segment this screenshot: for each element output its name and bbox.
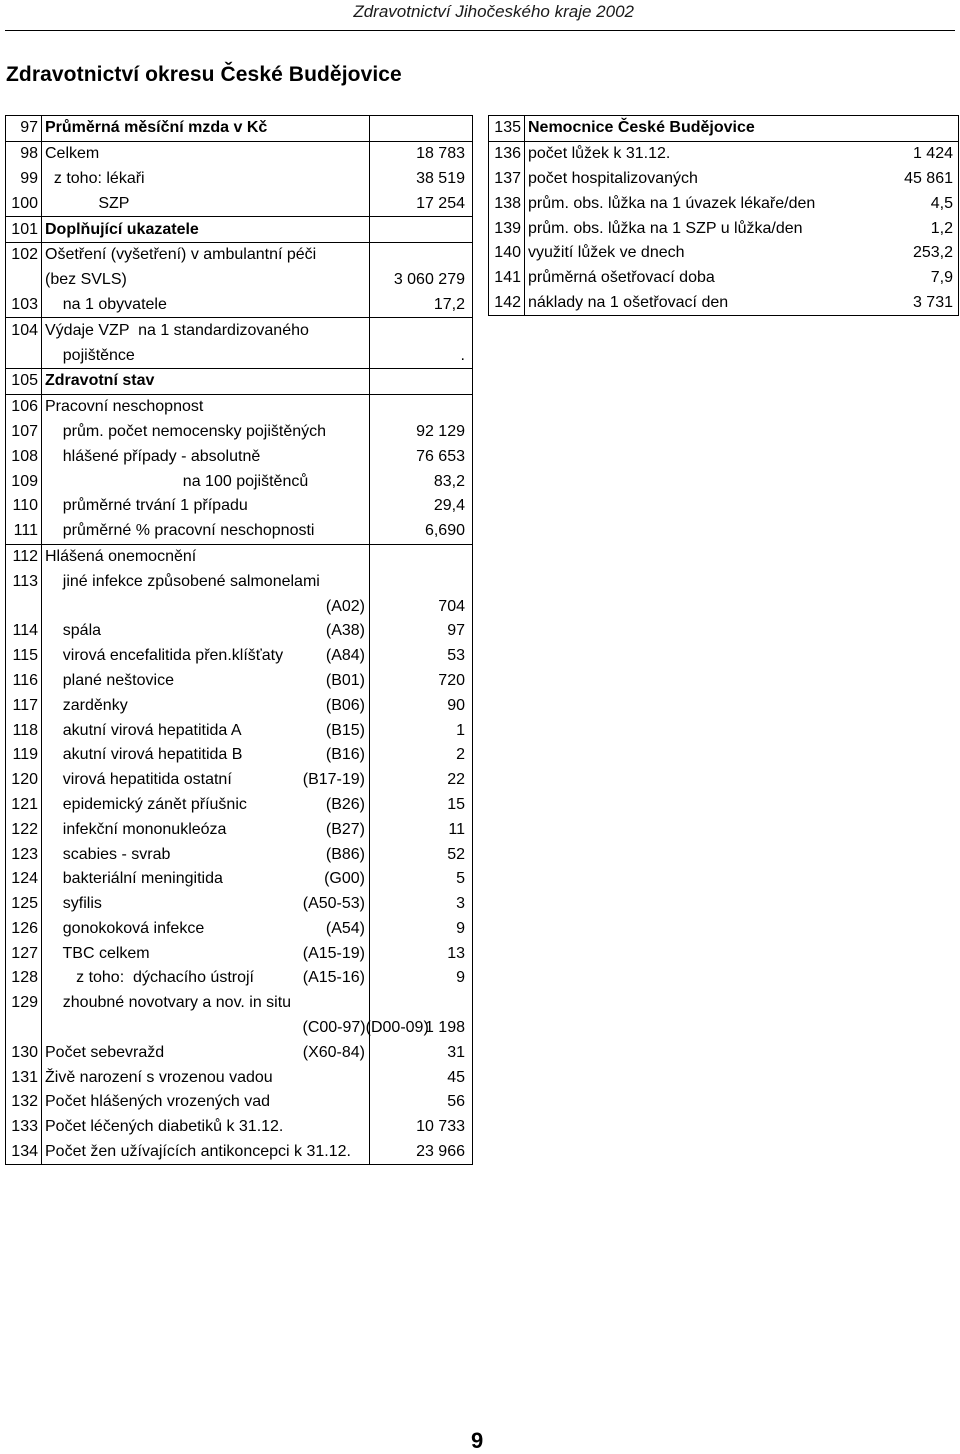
row-number: 141 bbox=[489, 266, 525, 291]
row-label: zarděnky bbox=[45, 696, 128, 714]
table-row bbox=[6, 494, 473, 519]
row-number: 126 bbox=[6, 917, 42, 942]
row-number: 136 bbox=[489, 141, 525, 166]
row-value bbox=[370, 368, 473, 394]
row-number: 106 bbox=[6, 394, 42, 419]
row-value: 38 519 bbox=[370, 167, 473, 192]
table-row bbox=[6, 619, 473, 644]
table-row bbox=[6, 718, 473, 743]
diagnosis-code: (A50-53) bbox=[302, 895, 365, 913]
table-row bbox=[489, 291, 959, 316]
row-number: 118 bbox=[6, 718, 42, 743]
table-row bbox=[6, 793, 473, 818]
row-label: prům. obs. lůžka na 1 SZP u lůžka/den bbox=[528, 219, 803, 237]
row-label: spála bbox=[45, 622, 102, 640]
diagnosis-code: (B27) bbox=[325, 820, 365, 838]
diagnosis-code: (B26) bbox=[325, 795, 365, 813]
row-value: 22 bbox=[370, 768, 473, 793]
table-row bbox=[489, 191, 959, 216]
left-indicator-table bbox=[5, 115, 473, 1165]
row-number: 102 bbox=[6, 242, 42, 267]
diagnosis-code bbox=[300, 343, 370, 368]
row-number: 131 bbox=[6, 1065, 42, 1090]
row-value: . bbox=[370, 343, 473, 368]
table-row bbox=[489, 141, 959, 166]
table-row bbox=[6, 116, 473, 142]
diagnosis-code: (X60-84) bbox=[302, 1043, 365, 1061]
row-number: 127 bbox=[6, 941, 42, 966]
row-value: 7,9 bbox=[930, 269, 953, 287]
row-number: 128 bbox=[6, 966, 42, 991]
row-value: 11 bbox=[370, 817, 473, 842]
table-row bbox=[6, 1065, 473, 1090]
row-label: virová hepatitida ostatní bbox=[45, 771, 232, 789]
row-number: 129 bbox=[6, 991, 42, 1016]
row-label: akutní virová hepatitida A bbox=[45, 721, 242, 739]
diagnosis-code bbox=[300, 991, 370, 1016]
page-title: Zdravotnictví okresu České Budějovice bbox=[6, 63, 402, 86]
row-value: 29,4 bbox=[370, 494, 473, 519]
row-label: Počet léčených diabetiků k 31.12. bbox=[45, 1118, 284, 1136]
row-value: 97 bbox=[370, 619, 473, 644]
row-number: 100 bbox=[6, 191, 42, 216]
row-label: Hlášená onemocnění bbox=[45, 547, 197, 565]
row-number: 108 bbox=[6, 444, 42, 469]
row-label: průměrná ošetřovací doba bbox=[528, 269, 715, 287]
diagnosis-code: (B15) bbox=[325, 721, 365, 739]
row-value: 1,2 bbox=[930, 219, 953, 237]
row-number: 98 bbox=[6, 141, 42, 166]
row-value: 3 bbox=[370, 892, 473, 917]
row-value: 92 129 bbox=[370, 420, 473, 445]
diagnosis-code bbox=[300, 268, 370, 293]
row-number: 110 bbox=[6, 494, 42, 519]
diagnosis-code: (A15-19) bbox=[302, 944, 365, 962]
diagnosis-code bbox=[300, 1065, 370, 1090]
diagnosis-code: (A84) bbox=[325, 647, 365, 665]
row-number: 137 bbox=[489, 167, 525, 192]
row-label: prům. obs. lůžka na 1 úvazek lékaře/den bbox=[528, 194, 816, 212]
row-number: 113 bbox=[6, 569, 42, 594]
diagnosis-code: (G00) bbox=[324, 870, 365, 888]
row-value: 3 731 bbox=[912, 293, 953, 311]
table-row bbox=[6, 768, 473, 793]
row-label: TBC celkem bbox=[45, 944, 150, 962]
row-label: infekční mononukleóza bbox=[45, 820, 227, 838]
table-row bbox=[6, 343, 473, 368]
table-row bbox=[6, 191, 473, 216]
table-row bbox=[489, 167, 959, 192]
row-number: 132 bbox=[6, 1090, 42, 1115]
row-number: 112 bbox=[6, 544, 42, 569]
diagnosis-code bbox=[300, 141, 370, 166]
table-row bbox=[6, 892, 473, 917]
row-value bbox=[370, 569, 473, 594]
table-row bbox=[6, 669, 473, 694]
row-number bbox=[6, 1016, 42, 1041]
table-row bbox=[489, 266, 959, 291]
row-number: 123 bbox=[6, 842, 42, 867]
row-label: Zdravotní stav bbox=[42, 368, 300, 394]
diagnosis-code bbox=[300, 444, 370, 469]
row-value: 83,2 bbox=[370, 469, 473, 494]
row-number: 114 bbox=[6, 619, 42, 644]
row-number: 117 bbox=[6, 693, 42, 718]
row-label: prům. počet nemocensky pojištěných bbox=[45, 422, 327, 440]
row-value: 720 bbox=[370, 669, 473, 694]
row-value: 2 bbox=[370, 743, 473, 768]
diagnosis-code bbox=[300, 217, 370, 243]
table-row bbox=[6, 141, 473, 166]
row-number: 103 bbox=[6, 293, 42, 318]
row-number: 120 bbox=[6, 768, 42, 793]
table-row bbox=[6, 394, 473, 419]
row-value: 18 783 bbox=[370, 141, 473, 166]
row-label: využití lůžek ve dnech bbox=[528, 244, 685, 262]
row-label: Počet sebevražd bbox=[45, 1043, 165, 1061]
table-row bbox=[6, 966, 473, 991]
row-label: akutní virová hepatitida B bbox=[45, 746, 243, 764]
row-value: 704 bbox=[370, 594, 473, 619]
header-rule bbox=[5, 30, 955, 31]
row-number: 135 bbox=[489, 116, 525, 142]
row-number: 139 bbox=[489, 216, 525, 241]
diagnosis-code: (B06) bbox=[325, 696, 365, 714]
diagnosis-code: (B16) bbox=[325, 746, 365, 764]
table-row bbox=[6, 569, 473, 594]
row-label: počet hospitalizovaných bbox=[528, 169, 698, 187]
row-value: 17,2 bbox=[370, 293, 473, 318]
diagnosis-code bbox=[300, 167, 370, 192]
diagnosis-code bbox=[300, 544, 370, 569]
row-number: 142 bbox=[489, 291, 525, 316]
diagnosis-code bbox=[300, 469, 370, 494]
row-value: 90 bbox=[370, 693, 473, 718]
row-number: 125 bbox=[6, 892, 42, 917]
row-label: z toho: lékaři bbox=[45, 169, 145, 187]
row-label: náklady na 1 ošetřovací den bbox=[528, 293, 729, 311]
row-label: počet lůžek k 31.12. bbox=[528, 145, 671, 163]
row-label: pojištěnce bbox=[42, 343, 300, 368]
row-value: 1 424 bbox=[912, 145, 953, 163]
row-value: 5 bbox=[370, 867, 473, 892]
row-value: 6,690 bbox=[370, 519, 473, 544]
row-value: 13 bbox=[370, 941, 473, 966]
hospital-indicator-table bbox=[488, 115, 959, 316]
table-row bbox=[6, 941, 473, 966]
row-value: 9 bbox=[370, 917, 473, 942]
row-label: plané neštovice bbox=[45, 671, 174, 689]
table-row bbox=[6, 293, 473, 318]
table-row bbox=[6, 817, 473, 842]
table-row bbox=[6, 368, 473, 394]
row-label: Nemocnice České Budějovice bbox=[525, 116, 875, 142]
table-row bbox=[489, 116, 959, 142]
row-number bbox=[6, 594, 42, 619]
table-row bbox=[6, 519, 473, 544]
diagnosis-code: (A54) bbox=[325, 919, 365, 937]
row-label: Doplňující ukazatele bbox=[42, 217, 300, 243]
row-number: 104 bbox=[6, 318, 42, 343]
table-row bbox=[6, 991, 473, 1016]
table-row bbox=[6, 917, 473, 942]
row-number: 101 bbox=[6, 217, 42, 243]
table-row bbox=[6, 693, 473, 718]
row-label: SZP bbox=[42, 191, 300, 216]
row-label: průměrné trvání 1 případu bbox=[45, 497, 248, 515]
row-value bbox=[370, 116, 473, 142]
table-row bbox=[6, 1090, 473, 1115]
table-row bbox=[489, 216, 959, 241]
table-row bbox=[6, 842, 473, 867]
table-row bbox=[6, 1115, 473, 1140]
row-label: Průměrná měsíční mzda v Kč bbox=[42, 116, 300, 142]
row-label: (bez SVLS) bbox=[45, 271, 127, 289]
row-value: 76 653 bbox=[370, 444, 473, 469]
row-value: 9 bbox=[370, 966, 473, 991]
row-value: 56 bbox=[370, 1090, 473, 1115]
diagnosis-code bbox=[300, 494, 370, 519]
diagnosis-code bbox=[300, 368, 370, 394]
diagnosis-code: (A02) bbox=[325, 597, 365, 615]
row-number: 122 bbox=[6, 817, 42, 842]
row-value: 45 bbox=[370, 1065, 473, 1090]
table-row bbox=[6, 594, 473, 619]
row-number: 97 bbox=[6, 116, 42, 142]
row-number: 121 bbox=[6, 793, 42, 818]
row-label: na 1 obyvatele bbox=[42, 293, 300, 318]
row-label: gonokoková infekce bbox=[45, 919, 205, 937]
row-label: Počet žen užívajících antikoncepci k 31.12. bbox=[45, 1143, 351, 1161]
diagnosis-code bbox=[300, 191, 370, 216]
row-value bbox=[370, 242, 473, 267]
row-label: Výdaje VZP na 1 standardizovaného bbox=[45, 321, 309, 339]
row-value: 45 861 bbox=[904, 169, 953, 187]
row-value bbox=[875, 116, 959, 142]
row-value bbox=[370, 544, 473, 569]
row-label bbox=[42, 594, 300, 619]
row-number: 133 bbox=[6, 1115, 42, 1140]
row-value bbox=[370, 394, 473, 419]
row-number: 107 bbox=[6, 420, 42, 445]
row-label: na 100 pojištěnců bbox=[45, 472, 309, 490]
diagnosis-code bbox=[300, 293, 370, 318]
row-number: 99 bbox=[6, 167, 42, 192]
table-row bbox=[6, 420, 473, 445]
row-label: bakteriální meningitida bbox=[45, 870, 223, 888]
row-value: 17 254 bbox=[370, 191, 473, 216]
row-value bbox=[370, 217, 473, 243]
row-label: Ošetření (vyšetření) v ambulantní péči bbox=[45, 246, 317, 264]
row-value: 15 bbox=[370, 793, 473, 818]
table-row bbox=[6, 469, 473, 494]
table-row bbox=[6, 167, 473, 192]
row-number: 105 bbox=[6, 368, 42, 394]
row-label: zhoubné novotvary a nov. in situ bbox=[45, 994, 292, 1012]
diagnosis-code bbox=[300, 394, 370, 419]
diagnosis-code: (B86) bbox=[325, 845, 365, 863]
diagnosis-code bbox=[300, 318, 370, 343]
row-number: 140 bbox=[489, 241, 525, 266]
row-label: Živě narození s vrozenou vadou bbox=[45, 1068, 273, 1086]
row-number: 109 bbox=[6, 469, 42, 494]
row-label: hlášené případy - absolutně bbox=[45, 447, 261, 465]
page-number: 9 bbox=[471, 1428, 484, 1453]
row-value: 10 733 bbox=[370, 1115, 473, 1140]
table-row bbox=[6, 644, 473, 669]
row-number: 115 bbox=[6, 644, 42, 669]
table-row bbox=[6, 743, 473, 768]
row-value bbox=[370, 991, 473, 1016]
row-number: 116 bbox=[6, 669, 42, 694]
row-label: z toho: dýchacího ústrojí bbox=[45, 969, 254, 987]
table-row bbox=[489, 241, 959, 266]
row-value: 52 bbox=[370, 842, 473, 867]
diagnosis-code bbox=[300, 116, 370, 142]
row-number bbox=[6, 268, 42, 293]
running-header: Zdravotnictví Jihočeského kraje 2002 bbox=[353, 2, 634, 21]
row-value: 23 966 bbox=[370, 1140, 473, 1165]
row-label: Počet hlášených vrozených vad bbox=[45, 1093, 271, 1111]
row-label bbox=[42, 1016, 300, 1041]
table-row bbox=[6, 242, 473, 267]
row-number: 124 bbox=[6, 867, 42, 892]
diagnosis-code: (A15-16) bbox=[302, 969, 365, 987]
row-number: 130 bbox=[6, 1040, 42, 1065]
row-value: 4,5 bbox=[930, 194, 953, 212]
table-row bbox=[6, 1016, 473, 1041]
row-label: epidemický zánět příušnic bbox=[45, 795, 247, 813]
diagnosis-code bbox=[300, 1090, 370, 1115]
table-row bbox=[6, 268, 473, 293]
row-label: průměrné % pracovní neschopnosti bbox=[42, 519, 300, 544]
row-value: 1 198 bbox=[370, 1016, 473, 1041]
row-number: 138 bbox=[489, 191, 525, 216]
row-value: 31 bbox=[370, 1040, 473, 1065]
row-number bbox=[6, 343, 42, 368]
row-number: 111 bbox=[6, 519, 42, 544]
row-label: scabies - svrab bbox=[45, 845, 171, 863]
diagnosis-code bbox=[300, 1115, 370, 1140]
diagnosis-code: (C00-97)(D00-09) bbox=[302, 1019, 429, 1037]
row-value: 253,2 bbox=[912, 244, 953, 262]
table-row bbox=[6, 1040, 473, 1065]
diagnosis-code: (B17-19) bbox=[302, 771, 365, 789]
table-row bbox=[6, 318, 473, 343]
row-number: 119 bbox=[6, 743, 42, 768]
row-value: 1 bbox=[370, 718, 473, 743]
row-label: syfilis bbox=[45, 895, 102, 913]
row-label: Celkem bbox=[45, 145, 100, 163]
table-row bbox=[6, 1140, 473, 1165]
table-row bbox=[6, 444, 473, 469]
row-value: 3 060 279 bbox=[370, 268, 473, 293]
table-row bbox=[6, 867, 473, 892]
diagnosis-code: (A38) bbox=[325, 622, 365, 640]
diagnosis-code: (B01) bbox=[325, 671, 365, 689]
row-value bbox=[370, 318, 473, 343]
row-value: 53 bbox=[370, 644, 473, 669]
row-label: Pracovní neschopnost bbox=[45, 398, 204, 416]
row-number: 134 bbox=[6, 1140, 42, 1165]
row-label: virová encefalitida přen.klíšťaty bbox=[45, 647, 284, 665]
row-label: jiné infekce způsobené salmonelami bbox=[45, 572, 320, 590]
table-row bbox=[6, 544, 473, 569]
table-row bbox=[6, 217, 473, 243]
